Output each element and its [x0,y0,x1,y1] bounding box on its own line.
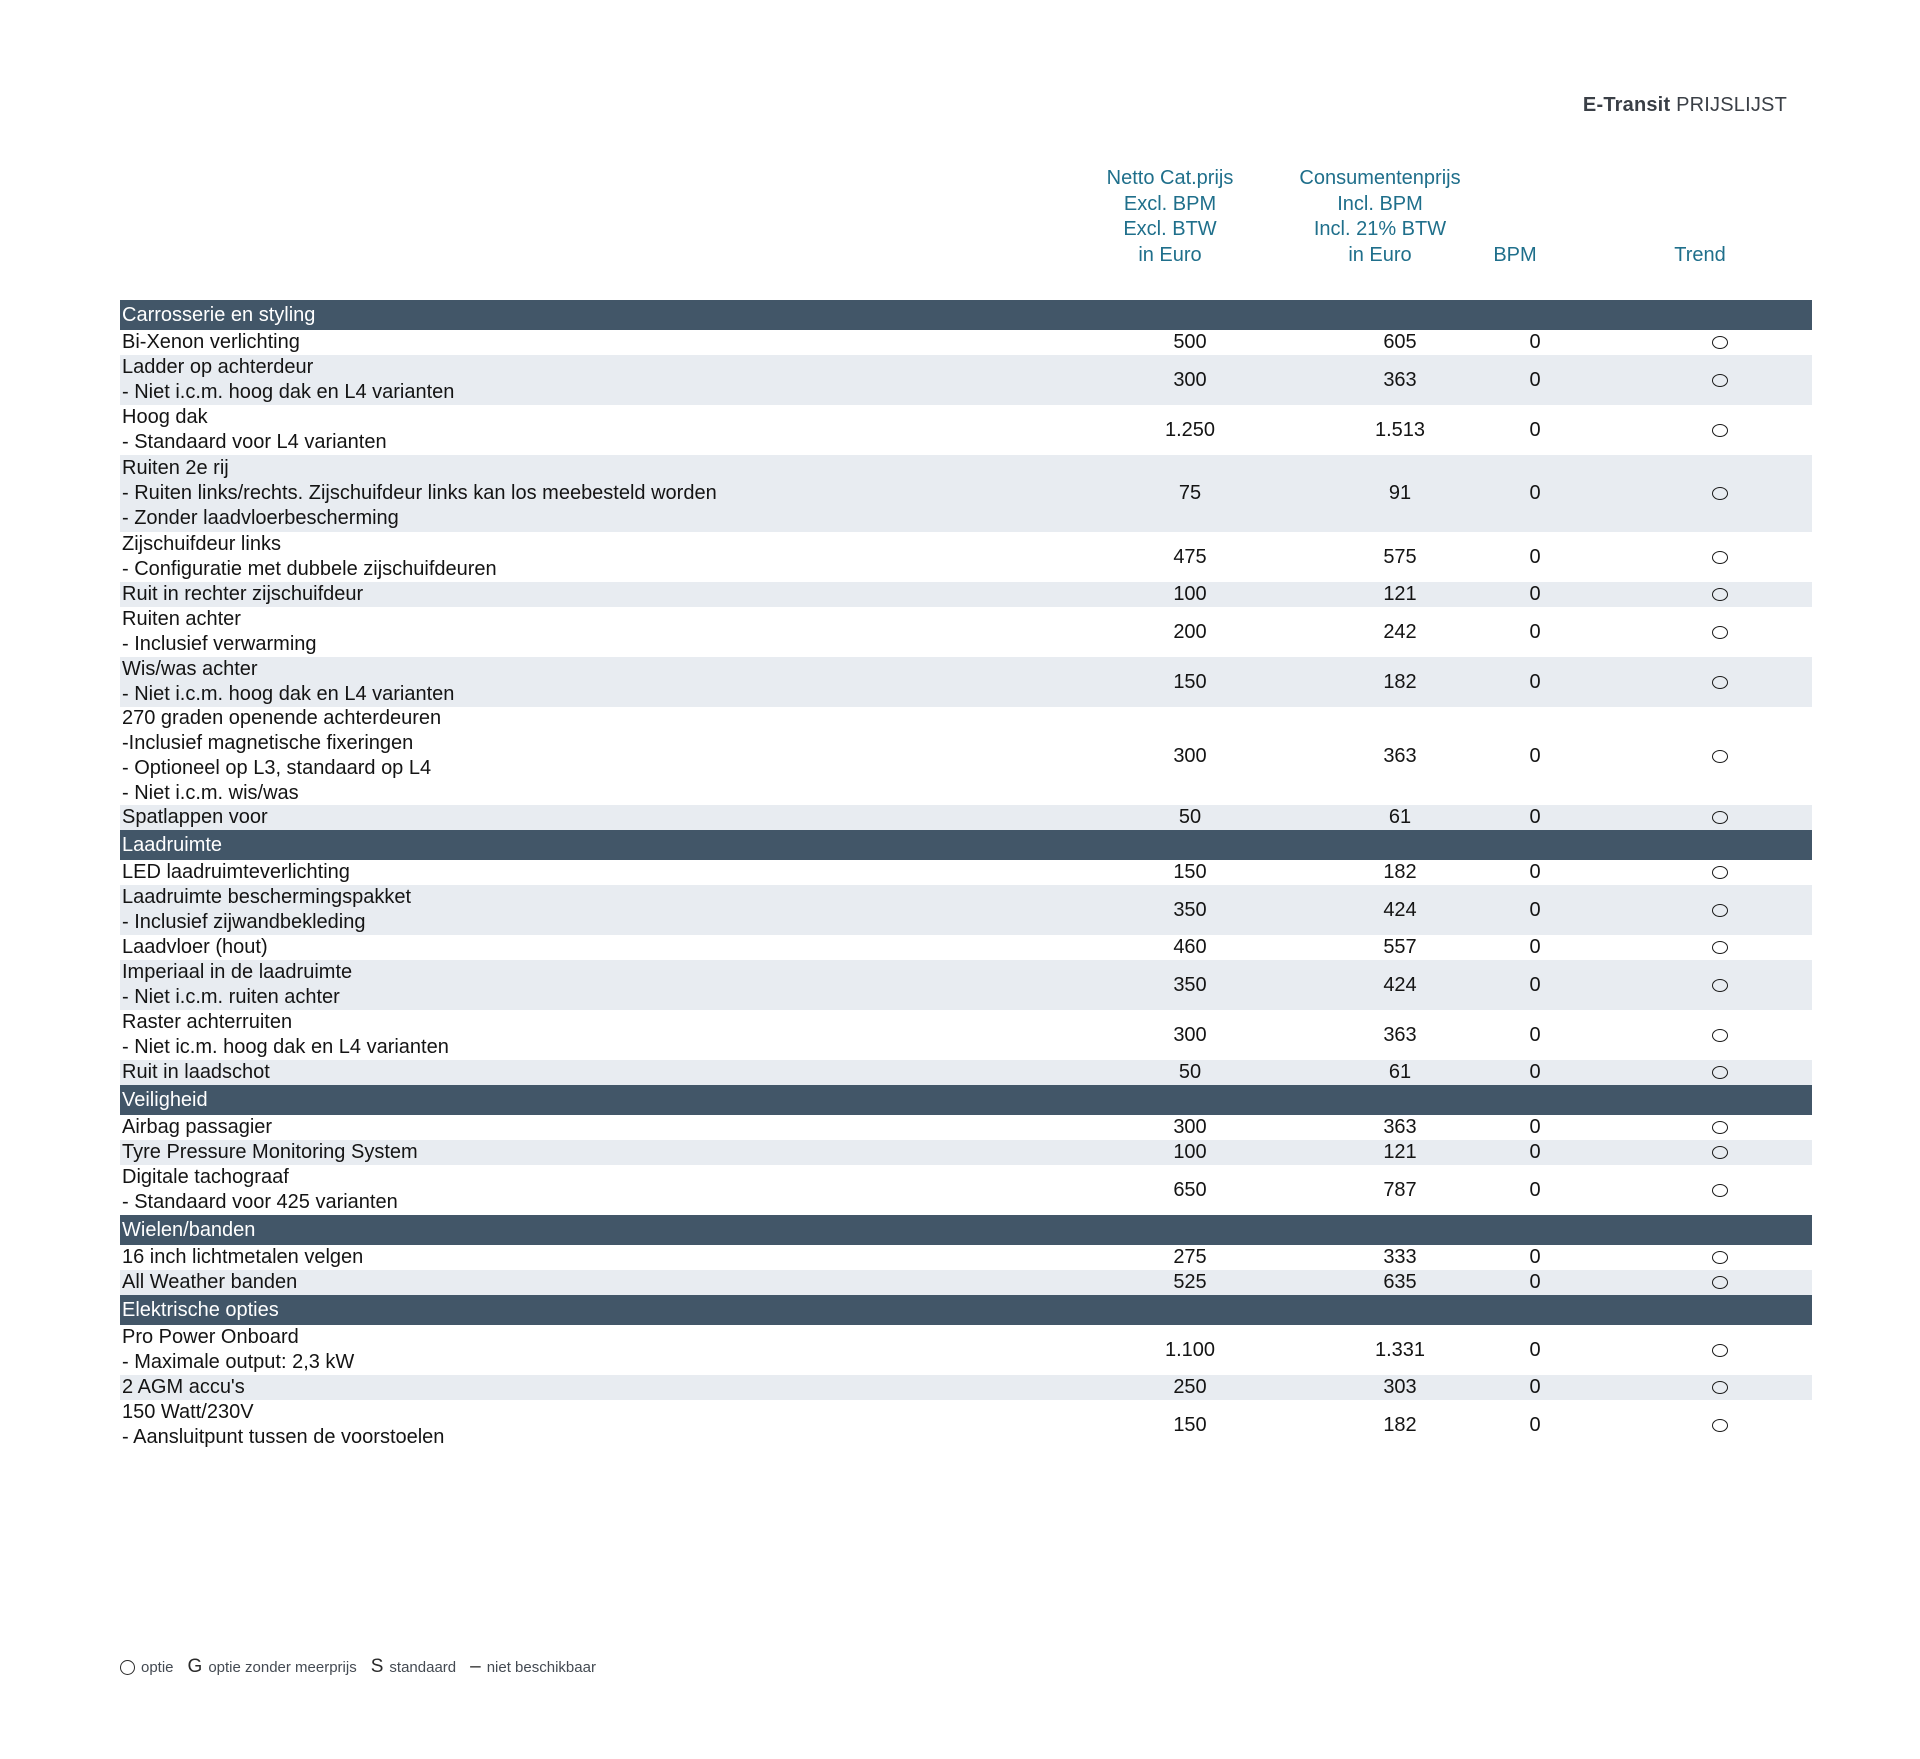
option-description [122,1115,1112,1140]
trend-value [1660,935,1780,960]
consumer-price: 557 [1383,936,1417,958]
column-header-line: in Euro [1138,243,1202,266]
netto-price: 350 [1173,973,1207,996]
option-name: Airbag passagier [122,1116,273,1138]
bpm-value: 0 [1529,1061,1541,1083]
trend-value [1660,1140,1780,1165]
table-row [120,355,1812,405]
option-description [122,1245,1112,1270]
consumer-price: 635 [1383,1271,1417,1293]
option-name: Zijschuifdeur links [122,533,281,555]
netto-price: 200 [1173,620,1207,643]
table-row [120,1375,1812,1400]
bpm-value: 0 [1529,1178,1541,1201]
trend-value [1660,532,1780,582]
consumer-price: 182 [1383,670,1417,693]
option-name: Laadruimte beschermingspakket [122,886,412,908]
option-circle-icon [1712,979,1728,992]
option-description [122,860,1112,885]
option-description [122,960,1112,1010]
option-name: 16 inch lichtmetalen velgen [122,1246,364,1268]
option-description [122,532,1112,582]
option-description [122,1140,1112,1165]
option-description [122,1400,1112,1450]
option-circle-icon [1712,374,1728,387]
option-name: 270 graden openende achterdeuren [122,707,442,729]
option-description [122,707,1112,805]
table-row [120,1400,1812,1450]
netto-price: 650 [1173,1178,1207,1201]
column-header-bpm [1455,168,1575,268]
table-row [120,1270,1812,1295]
header-title: PRIJSLIJST [1676,94,1787,116]
option-note: - Inclusief verwarming [122,633,317,655]
option-description [122,1165,1112,1215]
option-note: - Aansluitpunt tussen de voorstoelen [122,1426,445,1448]
option-circle-icon [1712,424,1728,437]
table-row [120,1115,1812,1140]
option-note: - Maximale output: 2,3 kW [122,1351,355,1373]
legend-symbol: G [187,1656,203,1677]
option-description [122,405,1112,455]
netto-price: 300 [1173,744,1207,767]
bpm-value: 0 [1529,1271,1541,1293]
bpm-value: 0 [1529,331,1541,353]
consumer-price: 303 [1383,1376,1417,1398]
section-header: Carrosserie en styling [120,300,1812,330]
consumer-price: 1.513 [1374,418,1426,441]
bpm-value: 0 [1529,1141,1541,1163]
option-name: Tyre Pressure Monitoring System [122,1141,418,1163]
option-circle-icon [1712,1184,1728,1197]
consumer-price: 333 [1383,1246,1417,1268]
option-name: All Weather banden [122,1271,298,1293]
option-description [122,582,1112,607]
consumer-price: 363 [1383,1023,1417,1046]
table-row [120,1010,1812,1060]
option-circle-icon [1712,1381,1728,1394]
column-header-line: Consumentenprijs [1299,167,1461,189]
consumer-price: 363 [1383,744,1417,767]
option-circle-icon [1712,750,1728,763]
table-row [120,532,1812,582]
option-circle-icon [1712,1251,1728,1264]
table-row [120,582,1812,607]
option-circle-icon [120,1660,135,1675]
table-row [120,1325,1812,1375]
option-name: Hoog dak [122,406,208,428]
option-name: Ruit in rechter zijschuifdeur [122,583,364,605]
option-circle-icon [1712,1276,1728,1289]
option-circle-icon [1712,1419,1728,1432]
option-note: -Inclusief magnetische fixeringen [122,732,414,754]
option-description [122,330,1112,355]
column-header-trend [1640,168,1760,268]
netto-price: 150 [1173,861,1207,883]
trend-value [1660,960,1780,1010]
netto-price: 75 [1178,482,1202,504]
column-header-line: Excl. BPM [1123,192,1217,215]
netto-price: 300 [1173,1023,1207,1046]
column-header-line: BPM [1493,243,1537,266]
bpm-value: 0 [1529,418,1541,441]
legend-label: optie zonder meerprijs [208,1658,357,1676]
option-name: Ladder op achterdeur [122,356,314,378]
netto-price: 300 [1173,368,1207,391]
netto-price: 500 [1173,331,1207,353]
option-circle-icon [1712,811,1728,824]
legend-symbol: – [470,1656,481,1677]
consumer-price: 182 [1383,861,1417,883]
option-note: - Standaard voor 425 varianten [122,1191,398,1213]
legend-label: optie [141,1658,174,1676]
option-note: - Niet i.c.m. hoog dak en L4 varianten [122,683,455,705]
netto-price: 50 [1178,1061,1202,1083]
option-note: - Zonder laadvloerbescherming [122,507,399,529]
bpm-value: 0 [1529,806,1541,828]
trend-value [1660,1270,1780,1295]
option-name: Laadvloer (hout) [122,936,268,958]
table-row [120,330,1812,355]
netto-price: 300 [1173,1116,1207,1138]
option-note: - Niet ic.m. hoog dak en L4 varianten [122,1036,449,1058]
table-row [120,1060,1812,1085]
option-description [122,1010,1112,1060]
legend-symbol: S [370,1656,384,1677]
option-circle-icon [1712,1029,1728,1042]
option-circle-icon [1712,551,1728,564]
table-row [120,1165,1812,1215]
trend-value [1660,1010,1780,1060]
option-name: Bi-Xenon verlichting [122,331,300,353]
table-row [120,805,1812,830]
table-row [120,860,1812,885]
option-description [122,1270,1112,1295]
netto-price: 275 [1173,1246,1207,1268]
trend-value [1660,1375,1780,1400]
consumer-price: 605 [1383,331,1417,353]
document-header [1583,94,1787,117]
legend-item [188,1656,357,1678]
netto-price: 350 [1173,898,1207,921]
netto-price: 150 [1173,670,1207,693]
option-description [122,455,1112,532]
option-circle-icon [1712,336,1728,349]
bpm-value: 0 [1529,744,1541,767]
option-circle-icon [1712,1146,1728,1159]
trend-value [1660,1060,1780,1085]
option-circle-icon [1712,626,1728,639]
bpm-value: 0 [1529,670,1541,693]
option-name: 150 Watt/230V [122,1401,254,1423]
netto-price: 150 [1173,1413,1207,1436]
trend-value [1660,1165,1780,1215]
option-name: Raster achterruiten [122,1011,293,1033]
option-description [122,1060,1112,1085]
option-name: Ruiten 2e rij [122,457,229,479]
trend-value [1660,582,1780,607]
consumer-price: 91 [1388,482,1412,504]
trend-value [1660,1245,1780,1270]
consumer-price: 424 [1383,898,1417,921]
netto-price: 1.100 [1164,1338,1216,1361]
option-note: - Inclusief zijwandbekleding [122,911,366,933]
table-row [120,657,1812,707]
bpm-value: 0 [1529,583,1541,605]
bpm-value: 0 [1529,368,1541,391]
option-name: Ruit in laadschot [122,1061,270,1083]
bpm-value: 0 [1529,1116,1541,1138]
option-description [122,1325,1112,1375]
trend-value [1660,330,1780,355]
netto-price: 525 [1173,1271,1207,1293]
consumer-price: 424 [1383,973,1417,996]
option-name: Wis/was achter [122,658,258,680]
column-header-line: Incl. BPM [1337,192,1423,215]
table-row [120,885,1812,935]
bpm-value: 0 [1529,898,1541,921]
option-description [122,607,1112,657]
section-header: Wielen/banden [120,1215,1812,1245]
table-row [120,935,1812,960]
netto-price: 100 [1173,583,1207,605]
column-header-netto [1090,168,1250,268]
option-description [122,355,1112,405]
consumer-price: 787 [1383,1178,1417,1201]
bpm-value: 0 [1529,545,1541,568]
bpm-value: 0 [1529,1413,1541,1436]
table-row [120,607,1812,657]
consumer-price: 242 [1383,620,1417,643]
trend-value [1660,805,1780,830]
consumer-price: 61 [1388,806,1412,828]
legend-label: niet beschikbaar [486,1658,596,1676]
column-header-line: Netto Cat.prijs [1106,167,1234,189]
option-name: Ruiten achter [122,608,241,630]
netto-price: 460 [1173,936,1207,958]
bpm-value: 0 [1529,1376,1541,1398]
section-header: Laadruimte [120,830,1812,860]
trend-value [1660,455,1780,532]
column-header-line: Incl. 21% BTW [1313,218,1447,240]
column-header-line: Excl. BTW [1123,218,1217,240]
bpm-value: 0 [1529,1023,1541,1046]
consumer-price: 61 [1388,1061,1412,1083]
legend-item [470,1656,596,1678]
option-circle-icon [1712,487,1728,500]
bpm-value: 0 [1529,1246,1541,1268]
legend-item [371,1656,456,1678]
trend-value [1660,355,1780,405]
trend-value [1660,885,1780,935]
consumer-price: 1.331 [1374,1338,1426,1361]
price-table [120,300,1812,1450]
option-description [122,657,1112,707]
option-circle-icon [1712,1066,1728,1079]
netto-price: 250 [1173,1376,1207,1398]
option-name: Digitale tachograaf [122,1166,289,1188]
option-note: - Standaard voor L4 varianten [122,431,387,453]
consumer-price: 121 [1383,1141,1417,1163]
option-circle-icon [1712,1344,1728,1357]
option-description [122,935,1112,960]
option-note: - Optioneel op L3, standaard op L4 [122,757,432,779]
option-name: Spatlappen voor [122,806,268,828]
legend [120,1656,610,1678]
consumer-price: 575 [1383,545,1417,568]
option-name: 2 AGM accu's [122,1376,245,1398]
option-description [122,1375,1112,1400]
option-note: - Configuratie met dubbele zijschuifdeuren [122,558,497,580]
table-row [120,707,1812,805]
trend-value [1660,405,1780,455]
option-circle-icon [1712,588,1728,601]
table-row [120,1245,1812,1270]
option-description [122,885,1112,935]
bpm-value: 0 [1529,973,1541,996]
legend-item [120,1659,174,1676]
option-circle-icon [1712,1121,1728,1134]
netto-price: 50 [1178,806,1202,828]
consumer-price: 363 [1383,368,1417,391]
netto-price: 475 [1173,545,1207,568]
netto-price: 100 [1173,1141,1207,1163]
trend-value [1660,1115,1780,1140]
netto-price: 1.250 [1164,418,1216,441]
option-name: LED laadruimteverlichting [122,861,350,883]
trend-value [1660,657,1780,707]
bpm-value: 0 [1529,936,1541,958]
column-header-line: Trend [1674,243,1726,266]
option-note: - Niet i.c.m. hoog dak en L4 varianten [122,381,455,403]
option-note: - Ruiten links/rechts. Zijschuifdeur links kan los meebesteld worden [122,482,717,504]
bpm-value: 0 [1529,482,1541,504]
trend-value [1660,1400,1780,1450]
trend-value [1660,607,1780,657]
legend-label: standaard [389,1658,457,1676]
section-header: Elektrische opties [120,1295,1812,1325]
header-brand: E-Transit [1582,94,1671,116]
consumer-price: 121 [1383,583,1417,605]
option-name: Pro Power Onboard [122,1326,299,1348]
trend-value [1660,707,1780,805]
table-row [120,405,1812,455]
option-note: - Niet i.c.m. ruiten achter [122,986,340,1008]
bpm-value: 0 [1529,1338,1541,1361]
column-header-consument [1280,168,1480,268]
trend-value [1660,1325,1780,1375]
section-header: Veiligheid [120,1085,1812,1115]
bpm-value: 0 [1529,861,1541,883]
table-row [120,455,1812,532]
consumer-price: 182 [1383,1413,1417,1436]
option-note: - Niet i.c.m. wis/was [122,782,299,804]
option-name: Imperiaal in de laadruimte [122,961,353,983]
bpm-value: 0 [1529,620,1541,643]
column-header-line: in Euro [1348,243,1412,266]
option-circle-icon [1712,676,1728,689]
option-circle-icon [1712,941,1728,954]
table-row [120,1140,1812,1165]
option-circle-icon [1712,866,1728,879]
option-circle-icon [1712,904,1728,917]
table-row [120,960,1812,1010]
option-description [122,805,1112,830]
consumer-price: 363 [1383,1116,1417,1138]
trend-value [1660,860,1780,885]
